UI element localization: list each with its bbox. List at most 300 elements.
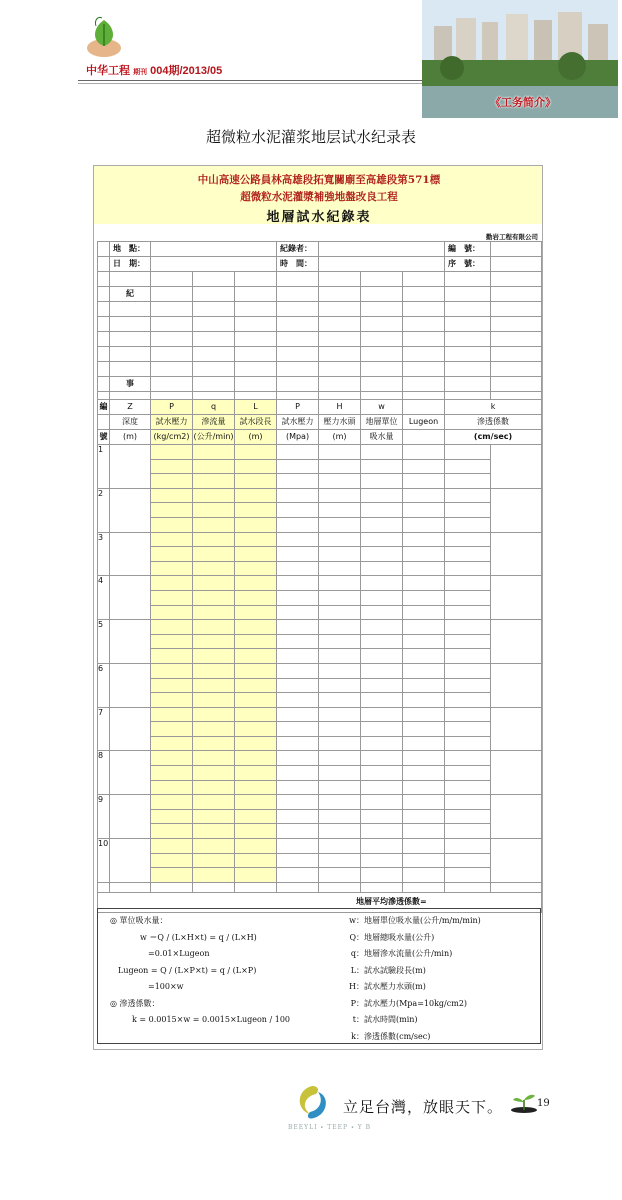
data-cell[interactable] (319, 766, 361, 781)
data-cell[interactable] (193, 809, 235, 824)
col-z-symbol: Z (110, 400, 151, 415)
legend-description: 地層總吸水量(公升) (364, 932, 435, 942)
data-cell[interactable] (491, 620, 542, 664)
data-cell[interactable] (445, 663, 491, 678)
data-cell[interactable] (361, 503, 403, 518)
data-cell[interactable] (151, 620, 193, 635)
data-cell[interactable] (361, 780, 403, 795)
data-cell[interactable] (319, 576, 361, 591)
data-cell[interactable] (361, 634, 403, 649)
data-cell[interactable] (403, 620, 445, 635)
serial-value[interactable] (491, 257, 542, 272)
data-cell[interactable] (151, 795, 193, 810)
data-cell[interactable] (403, 649, 445, 664)
data-cell[interactable] (110, 445, 151, 489)
data-cell[interactable] (361, 649, 403, 664)
data-cell[interactable] (277, 853, 319, 868)
sheet-title-1: 中山高速公路員林高雄段拓寬關廟至高雄段第571標 (197, 174, 441, 186)
data-cell[interactable] (491, 532, 542, 576)
data-cell[interactable] (445, 809, 491, 824)
data-cell[interactable] (361, 590, 403, 605)
col-p1-unit: (kg/cm2) (151, 430, 193, 445)
data-cell[interactable] (403, 517, 445, 532)
data-cell[interactable] (235, 532, 277, 547)
data-cell[interactable] (319, 649, 361, 664)
data-cell[interactable] (151, 488, 193, 503)
data-cell[interactable] (151, 561, 193, 576)
data-cell[interactable] (361, 678, 403, 693)
data-cell[interactable] (277, 547, 319, 562)
data-cell[interactable] (445, 722, 491, 737)
table-row (98, 649, 542, 664)
data-cell[interactable] (151, 634, 193, 649)
data-cell[interactable] (151, 839, 193, 854)
data-cell[interactable] (277, 620, 319, 635)
data-cell[interactable] (445, 766, 491, 781)
data-cell[interactable] (319, 634, 361, 649)
data-cell[interactable] (235, 853, 277, 868)
data-cell[interactable] (277, 868, 319, 883)
logo (84, 14, 124, 60)
data-cell[interactable] (445, 503, 491, 518)
date-value[interactable] (151, 257, 277, 272)
data-cell[interactable] (235, 809, 277, 824)
data-cell[interactable] (403, 561, 445, 576)
data-cell[interactable] (193, 868, 235, 883)
data-cell[interactable] (110, 795, 151, 839)
table-row (98, 663, 542, 678)
data-cell[interactable] (319, 693, 361, 708)
data-cell[interactable] (110, 707, 151, 751)
data-cell[interactable] (235, 445, 277, 460)
data-cell[interactable] (235, 649, 277, 664)
data-cell[interactable] (361, 751, 403, 766)
data-cell[interactable] (193, 503, 235, 518)
data-cell[interactable] (193, 620, 235, 635)
data-cell[interactable] (361, 445, 403, 460)
row-number: 5 (98, 620, 110, 664)
data-cell[interactable] (193, 751, 235, 766)
data-cell[interactable] (445, 459, 491, 474)
data-cell[interactable] (235, 780, 277, 795)
data-cell[interactable] (277, 809, 319, 824)
data-cell[interactable] (277, 503, 319, 518)
data-cell[interactable] (151, 517, 193, 532)
data-cell[interactable] (403, 736, 445, 751)
data-cell[interactable] (277, 663, 319, 678)
data-cell[interactable] (277, 795, 319, 810)
data-cell[interactable] (319, 488, 361, 503)
data-cell[interactable] (235, 459, 277, 474)
data-cell[interactable] (277, 590, 319, 605)
data-cell[interactable] (445, 532, 491, 547)
data-cell[interactable] (319, 780, 361, 795)
sheet-title-2: 超微粒水泥灌漿補強地盤改良工程 (240, 191, 398, 203)
data-cell[interactable] (403, 590, 445, 605)
data-cell[interactable] (235, 576, 277, 591)
data-cell[interactable] (491, 751, 542, 795)
data-cell[interactable] (445, 488, 491, 503)
data-cell[interactable] (403, 503, 445, 518)
table-row (98, 868, 542, 883)
data-cell[interactable] (403, 488, 445, 503)
data-cell[interactable] (403, 839, 445, 854)
data-cell[interactable] (277, 517, 319, 532)
data-cell[interactable] (361, 853, 403, 868)
data-cell[interactable] (361, 663, 403, 678)
data-cell[interactable] (445, 868, 491, 883)
record-sheet (93, 165, 543, 1050)
data-cell[interactable] (151, 751, 193, 766)
data-cell[interactable] (193, 736, 235, 751)
data-cell[interactable] (151, 590, 193, 605)
col-z-unit: (m) (110, 430, 151, 445)
data-cell[interactable] (319, 445, 361, 460)
data-cell[interactable] (277, 707, 319, 722)
data-cell[interactable] (319, 459, 361, 474)
data-cell[interactable] (277, 532, 319, 547)
data-cell[interactable] (361, 736, 403, 751)
data-cell[interactable] (277, 693, 319, 708)
data-cell[interactable] (277, 678, 319, 693)
data-cell[interactable] (445, 605, 491, 620)
data-cell[interactable] (235, 634, 277, 649)
data-cell[interactable] (235, 839, 277, 854)
data-cell[interactable] (193, 561, 235, 576)
data-cell[interactable] (361, 707, 403, 722)
data-cell[interactable] (403, 663, 445, 678)
data-cell[interactable] (151, 474, 193, 489)
data-cell[interactable] (491, 707, 542, 751)
sprout-icon (510, 1090, 538, 1118)
legend-description: 試水壓力水頭(m) (364, 982, 426, 991)
data-cell[interactable] (403, 809, 445, 824)
data-cell[interactable] (319, 795, 361, 810)
data-cell[interactable] (193, 795, 235, 810)
data-cell[interactable] (361, 839, 403, 854)
legend-line (342, 996, 481, 1013)
data-cell[interactable] (151, 576, 193, 591)
data-cell[interactable] (319, 839, 361, 854)
data-cell[interactable] (361, 809, 403, 824)
data-cell[interactable] (403, 445, 445, 460)
data-cell[interactable] (491, 663, 542, 707)
data-cell[interactable] (445, 576, 491, 591)
data-cell[interactable] (319, 663, 361, 678)
data-cell[interactable] (319, 751, 361, 766)
data-cell[interactable] (193, 605, 235, 620)
data-cell[interactable] (110, 839, 151, 883)
data-cell[interactable] (277, 634, 319, 649)
data-cell[interactable] (403, 751, 445, 766)
data-cell[interactable] (319, 620, 361, 635)
data-cell[interactable] (193, 722, 235, 737)
recorder-value[interactable] (319, 242, 445, 257)
data-cell[interactable] (151, 649, 193, 664)
table-row (98, 678, 542, 693)
data-cell[interactable] (361, 459, 403, 474)
data-cell[interactable] (319, 736, 361, 751)
data-cell[interactable] (445, 649, 491, 664)
data-cell[interactable] (193, 693, 235, 708)
data-cell[interactable] (235, 722, 277, 737)
data-cell[interactable] (110, 576, 151, 620)
data-cell[interactable] (319, 853, 361, 868)
data-cell[interactable] (403, 693, 445, 708)
data-cell[interactable] (193, 663, 235, 678)
data-cell[interactable] (361, 766, 403, 781)
data-cell[interactable] (319, 809, 361, 824)
table-row (98, 634, 542, 649)
data-cell[interactable] (151, 693, 193, 708)
data-cell[interactable] (235, 751, 277, 766)
data-cell[interactable] (277, 474, 319, 489)
data-cell[interactable] (361, 488, 403, 503)
table-row (98, 766, 542, 781)
data-cell[interactable] (491, 795, 542, 839)
data-cell[interactable] (110, 488, 151, 532)
col-k-symbol: k (445, 400, 542, 415)
data-cell[interactable] (151, 780, 193, 795)
data-cell[interactable] (403, 634, 445, 649)
data-cell[interactable] (235, 561, 277, 576)
data-cell[interactable] (193, 649, 235, 664)
time-value[interactable] (319, 257, 445, 272)
table-row (98, 795, 542, 810)
data-cell[interactable] (277, 736, 319, 751)
data-cell[interactable] (151, 532, 193, 547)
table-row (98, 561, 542, 576)
data-cell[interactable] (193, 634, 235, 649)
data-cell[interactable] (235, 678, 277, 693)
col-p2-symbol: P (277, 400, 319, 415)
data-cell[interactable] (319, 474, 361, 489)
data-cell[interactable] (235, 590, 277, 605)
data-cell[interactable] (277, 445, 319, 460)
data-cell[interactable] (193, 853, 235, 868)
data-cell[interactable] (193, 780, 235, 795)
data-cell[interactable] (403, 853, 445, 868)
data-cell[interactable] (445, 839, 491, 854)
data-cell[interactable] (193, 547, 235, 562)
data-cell[interactable] (403, 605, 445, 620)
data-cell[interactable] (361, 561, 403, 576)
data-cell[interactable] (151, 868, 193, 883)
formula-line: Lugeon = Q / (L×P×t) = q / (L×P) (118, 965, 257, 975)
data-cell[interactable] (277, 576, 319, 591)
data-cell[interactable] (403, 722, 445, 737)
data-cell[interactable] (193, 678, 235, 693)
data-cell[interactable] (445, 445, 491, 460)
data-cell[interactable] (319, 503, 361, 518)
data-cell[interactable] (277, 824, 319, 839)
data-cell[interactable] (319, 868, 361, 883)
data-cell[interactable] (403, 780, 445, 795)
data-cell[interactable] (193, 590, 235, 605)
data-cell[interactable] (277, 780, 319, 795)
data-cell[interactable] (361, 868, 403, 883)
data-cell[interactable] (319, 605, 361, 620)
data-cell[interactable] (151, 663, 193, 678)
location-label: 地 點： (110, 242, 151, 257)
legend-symbol: w： (349, 916, 364, 925)
data-cell[interactable] (403, 795, 445, 810)
data-cell[interactable] (361, 576, 403, 591)
data-cell[interactable] (403, 824, 445, 839)
data-cell[interactable] (235, 707, 277, 722)
data-cell[interactable] (403, 707, 445, 722)
data-cell[interactable] (277, 751, 319, 766)
data-cell[interactable] (361, 517, 403, 532)
data-cell[interactable] (193, 839, 235, 854)
data-cell[interactable] (151, 459, 193, 474)
data-cell[interactable] (235, 663, 277, 678)
data-cell[interactable] (491, 839, 542, 883)
data-cell[interactable] (403, 532, 445, 547)
data-cell[interactable] (235, 488, 277, 503)
data-cell[interactable] (445, 517, 491, 532)
data-cell[interactable] (277, 722, 319, 737)
data-cell[interactable] (403, 868, 445, 883)
data-cell[interactable] (151, 766, 193, 781)
data-cell[interactable] (235, 824, 277, 839)
table-row (98, 809, 542, 824)
data-cell[interactable] (235, 620, 277, 635)
data-cell[interactable] (193, 532, 235, 547)
data-cell[interactable] (235, 474, 277, 489)
data-cell[interactable] (151, 809, 193, 824)
data-cell[interactable] (193, 517, 235, 532)
data-cell[interactable] (235, 766, 277, 781)
data-cell[interactable] (361, 795, 403, 810)
data-cell[interactable] (319, 590, 361, 605)
data-cell[interactable] (277, 839, 319, 854)
data-cell[interactable] (361, 693, 403, 708)
data-cell[interactable] (277, 488, 319, 503)
data-cell[interactable] (277, 766, 319, 781)
data-cell[interactable] (235, 547, 277, 562)
location-value[interactable] (151, 242, 277, 257)
data-cell[interactable] (445, 561, 491, 576)
data-cell[interactable] (277, 561, 319, 576)
data-cell[interactable] (445, 853, 491, 868)
data-cell[interactable] (361, 532, 403, 547)
data-cell[interactable] (151, 547, 193, 562)
data-cell[interactable] (403, 547, 445, 562)
data-cell[interactable] (319, 707, 361, 722)
col-w-symbol: w (361, 400, 403, 415)
data-cell[interactable] (235, 868, 277, 883)
data-cell[interactable] (151, 445, 193, 460)
data-cell[interactable] (277, 605, 319, 620)
legend-symbol: t： (352, 1015, 364, 1024)
data-cell[interactable] (110, 620, 151, 664)
data-cell[interactable] (193, 445, 235, 460)
formula-line: ◎ 單位吸水量： (110, 916, 168, 925)
data-cell[interactable] (361, 474, 403, 489)
data-cell[interactable] (445, 751, 491, 766)
data-cell[interactable] (361, 722, 403, 737)
data-cell[interactable] (361, 824, 403, 839)
data-cell[interactable] (151, 722, 193, 737)
table-row (98, 751, 542, 766)
data-cell[interactable] (445, 736, 491, 751)
data-cell[interactable] (491, 576, 542, 620)
data-cell[interactable] (110, 751, 151, 795)
data-cell[interactable] (235, 503, 277, 518)
data-cell[interactable] (319, 678, 361, 693)
data-cell[interactable] (193, 459, 235, 474)
data-cell[interactable] (319, 722, 361, 737)
data-cell[interactable] (151, 853, 193, 868)
data-cell[interactable] (151, 824, 193, 839)
data-cell[interactable] (235, 517, 277, 532)
row-number: 9 (98, 795, 110, 839)
data-cell[interactable] (193, 824, 235, 839)
data-cell[interactable] (445, 780, 491, 795)
data-cell[interactable] (151, 707, 193, 722)
data-cell[interactable] (491, 488, 542, 532)
data-cell[interactable] (445, 634, 491, 649)
data-cell[interactable] (403, 576, 445, 591)
data-cell[interactable] (445, 824, 491, 839)
formula-line: w ＝Q / (L×H×t) = q / (L×H) (140, 932, 257, 942)
data-cell[interactable] (193, 488, 235, 503)
data-cell[interactable] (403, 766, 445, 781)
data-cell[interactable] (277, 459, 319, 474)
data-cell[interactable] (319, 824, 361, 839)
table-row (98, 839, 542, 854)
data-cell[interactable] (151, 678, 193, 693)
number-value[interactable] (491, 242, 542, 257)
data-cell[interactable] (151, 605, 193, 620)
data-cell[interactable] (445, 795, 491, 810)
data-cell[interactable] (193, 474, 235, 489)
data-cell[interactable] (193, 766, 235, 781)
data-cell[interactable] (403, 678, 445, 693)
data-cell[interactable] (193, 707, 235, 722)
data-cell[interactable] (319, 517, 361, 532)
data-cell[interactable] (445, 620, 491, 635)
data-cell[interactable] (445, 474, 491, 489)
data-cell[interactable] (235, 605, 277, 620)
data-cell[interactable] (445, 547, 491, 562)
data-cell[interactable] (235, 736, 277, 751)
data-cell[interactable] (319, 532, 361, 547)
row-number: 2 (98, 488, 110, 532)
data-cell[interactable] (151, 736, 193, 751)
data-cell[interactable] (445, 590, 491, 605)
data-cell[interactable] (403, 459, 445, 474)
data-cell[interactable] (277, 649, 319, 664)
data-cell[interactable] (110, 532, 151, 576)
data-cell[interactable] (491, 445, 542, 489)
data-cell[interactable] (193, 576, 235, 591)
data-cell[interactable] (445, 693, 491, 708)
data-cell[interactable] (361, 620, 403, 635)
data-cell[interactable] (235, 795, 277, 810)
data-cell[interactable] (445, 678, 491, 693)
data-cell[interactable] (110, 663, 151, 707)
data-cell[interactable] (319, 561, 361, 576)
data-cell[interactable] (151, 503, 193, 518)
data-cell[interactable] (361, 547, 403, 562)
data-cell[interactable] (445, 707, 491, 722)
data-cell[interactable] (403, 474, 445, 489)
data-cell[interactable] (319, 547, 361, 562)
data-cell[interactable] (235, 693, 277, 708)
data-cell[interactable] (361, 605, 403, 620)
